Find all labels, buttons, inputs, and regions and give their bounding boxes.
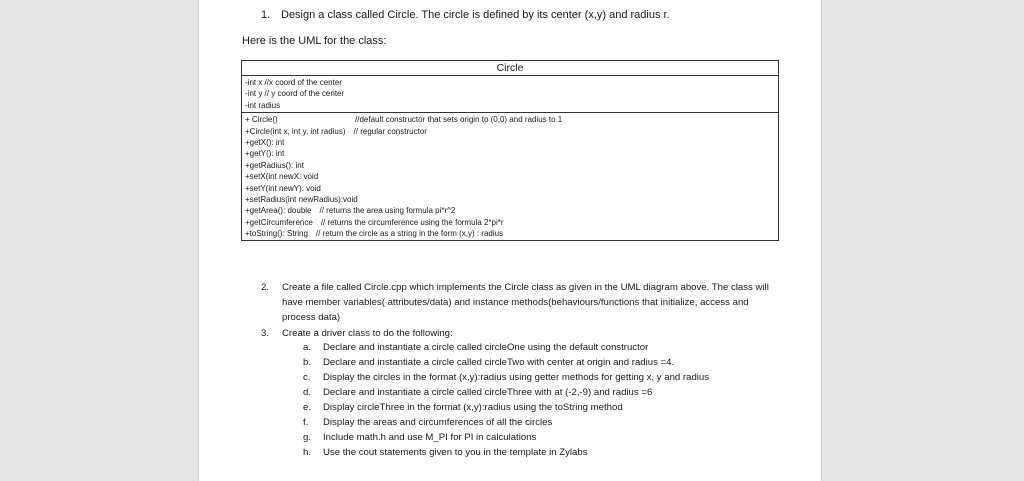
uml-attributes: [242, 76, 778, 113]
item-letter: a.: [303, 342, 312, 353]
question-2: [261, 280, 781, 325]
uml-method: [245, 228, 775, 239]
uml-method-signature: +getX(): int: [245, 137, 285, 147]
item-letter: d.: [303, 387, 312, 398]
uml-method-signature: +getY(): int: [245, 149, 285, 159]
item-letter: h.: [303, 447, 312, 458]
question-2-text: Create a file called Circle.cpp which implements the Circle class as given in the UML diagram above. The class will have member variables( attributes/data) and instance methods(behaviours/functions that initialize, access and process data): [282, 282, 769, 323]
uml-method: [245, 126, 775, 137]
uml-method: [245, 137, 775, 148]
question-1: [261, 9, 670, 21]
uml-method: [245, 194, 775, 205]
uml-attribute: -int radius: [245, 100, 281, 110]
uml-method: [245, 160, 775, 171]
question-3-number: 3.: [261, 328, 270, 339]
question-2-number: 2.: [261, 282, 270, 293]
uml-method-signature: +setY(int newY): void: [245, 183, 321, 193]
item-text: Declare and instantiate a circle called circleTwo with center at origin and radius =4.: [323, 357, 675, 368]
question-3-item-h: [303, 447, 588, 458]
uml-method: [245, 183, 775, 194]
item-text: Declare and instantiate a circle called circleOne using the default constructor: [323, 342, 649, 353]
item-text: Display circleThree in the format (x,y):radius using the toString method: [323, 402, 623, 413]
question-3-item-b: [303, 357, 674, 368]
uml-method: [245, 217, 775, 228]
question-3-item-c: [303, 372, 709, 383]
document-page: [199, 0, 821, 481]
uml-method: [245, 171, 775, 182]
item-letter: b.: [303, 357, 312, 368]
uml-method-signature: +getRadius(): int: [245, 160, 304, 170]
uml-method: [245, 114, 775, 125]
uml-class-diagram: [241, 60, 779, 241]
question-1-number: 1.: [261, 9, 271, 21]
question-3-item-a: [303, 342, 648, 353]
uml-method-comment: // returns the area using formula pi*r^2: [319, 206, 456, 216]
question-1-text: Design a class called Circle. The circle is defined by its center (x,y) and radius r.: [281, 9, 670, 21]
uml-method-comment: // regular constructor: [353, 126, 427, 136]
item-text: Display the circles in the format (x,y):radius using getter methods for getting x, y and radius: [323, 372, 710, 383]
uml-attribute: -int y // y coord of the center: [245, 89, 345, 99]
uml-method-signature: +setRadius(int newRadius):void: [245, 194, 358, 204]
question-3-item-d: [303, 387, 652, 398]
item-letter: g.: [303, 432, 312, 443]
item-letter: e.: [303, 402, 312, 413]
uml-method-comment: //default constructor that sets origin to (0,0) and radius to 1: [355, 115, 563, 125]
item-text: Display the areas and circumferences of all the circles: [323, 417, 553, 428]
uml-method-signature: +setX(int newX: void: [245, 172, 319, 182]
question-3-item-f: [303, 417, 552, 428]
uml-intro: Here is the UML for the class:: [242, 35, 387, 47]
uml-method-signature: + Circle(): [245, 115, 278, 125]
uml-methods: [242, 113, 778, 240]
uml-method-signature: +getArea(): double: [245, 206, 312, 216]
uml-method: [245, 148, 775, 159]
uml-method-signature: +getCircumference: [245, 217, 313, 227]
uml-class-name: Circle: [242, 61, 778, 76]
item-text: Use the cout statements given to you in the template in Zylabs: [323, 447, 588, 458]
uml-attribute: -int x //x coord of the center: [245, 78, 342, 87]
question-3: [261, 326, 453, 341]
item-letter: f.: [303, 417, 309, 428]
item-text: Declare and instantiate a circle called circleThree with at (-2,-9) and radius =6: [323, 387, 653, 398]
uml-method-comment: // return the circle as a string in the form (x,y) : radius: [315, 229, 504, 239]
uml-method-signature: +Circle(int x, int y, int radius): [245, 126, 346, 136]
uml-method-signature: +toString(): String: [245, 229, 308, 239]
question-3-item-e: [303, 402, 623, 413]
item-letter: c.: [303, 372, 311, 383]
question-3-text: Create a driver class to do the following:: [282, 328, 453, 339]
uml-method-comment: // returns the circumference using the formula 2*pi*r: [320, 217, 504, 227]
item-text: Include math.h and use M_PI for PI in calculations: [323, 432, 537, 443]
question-3-item-g: [303, 432, 536, 443]
uml-method: [245, 205, 775, 216]
